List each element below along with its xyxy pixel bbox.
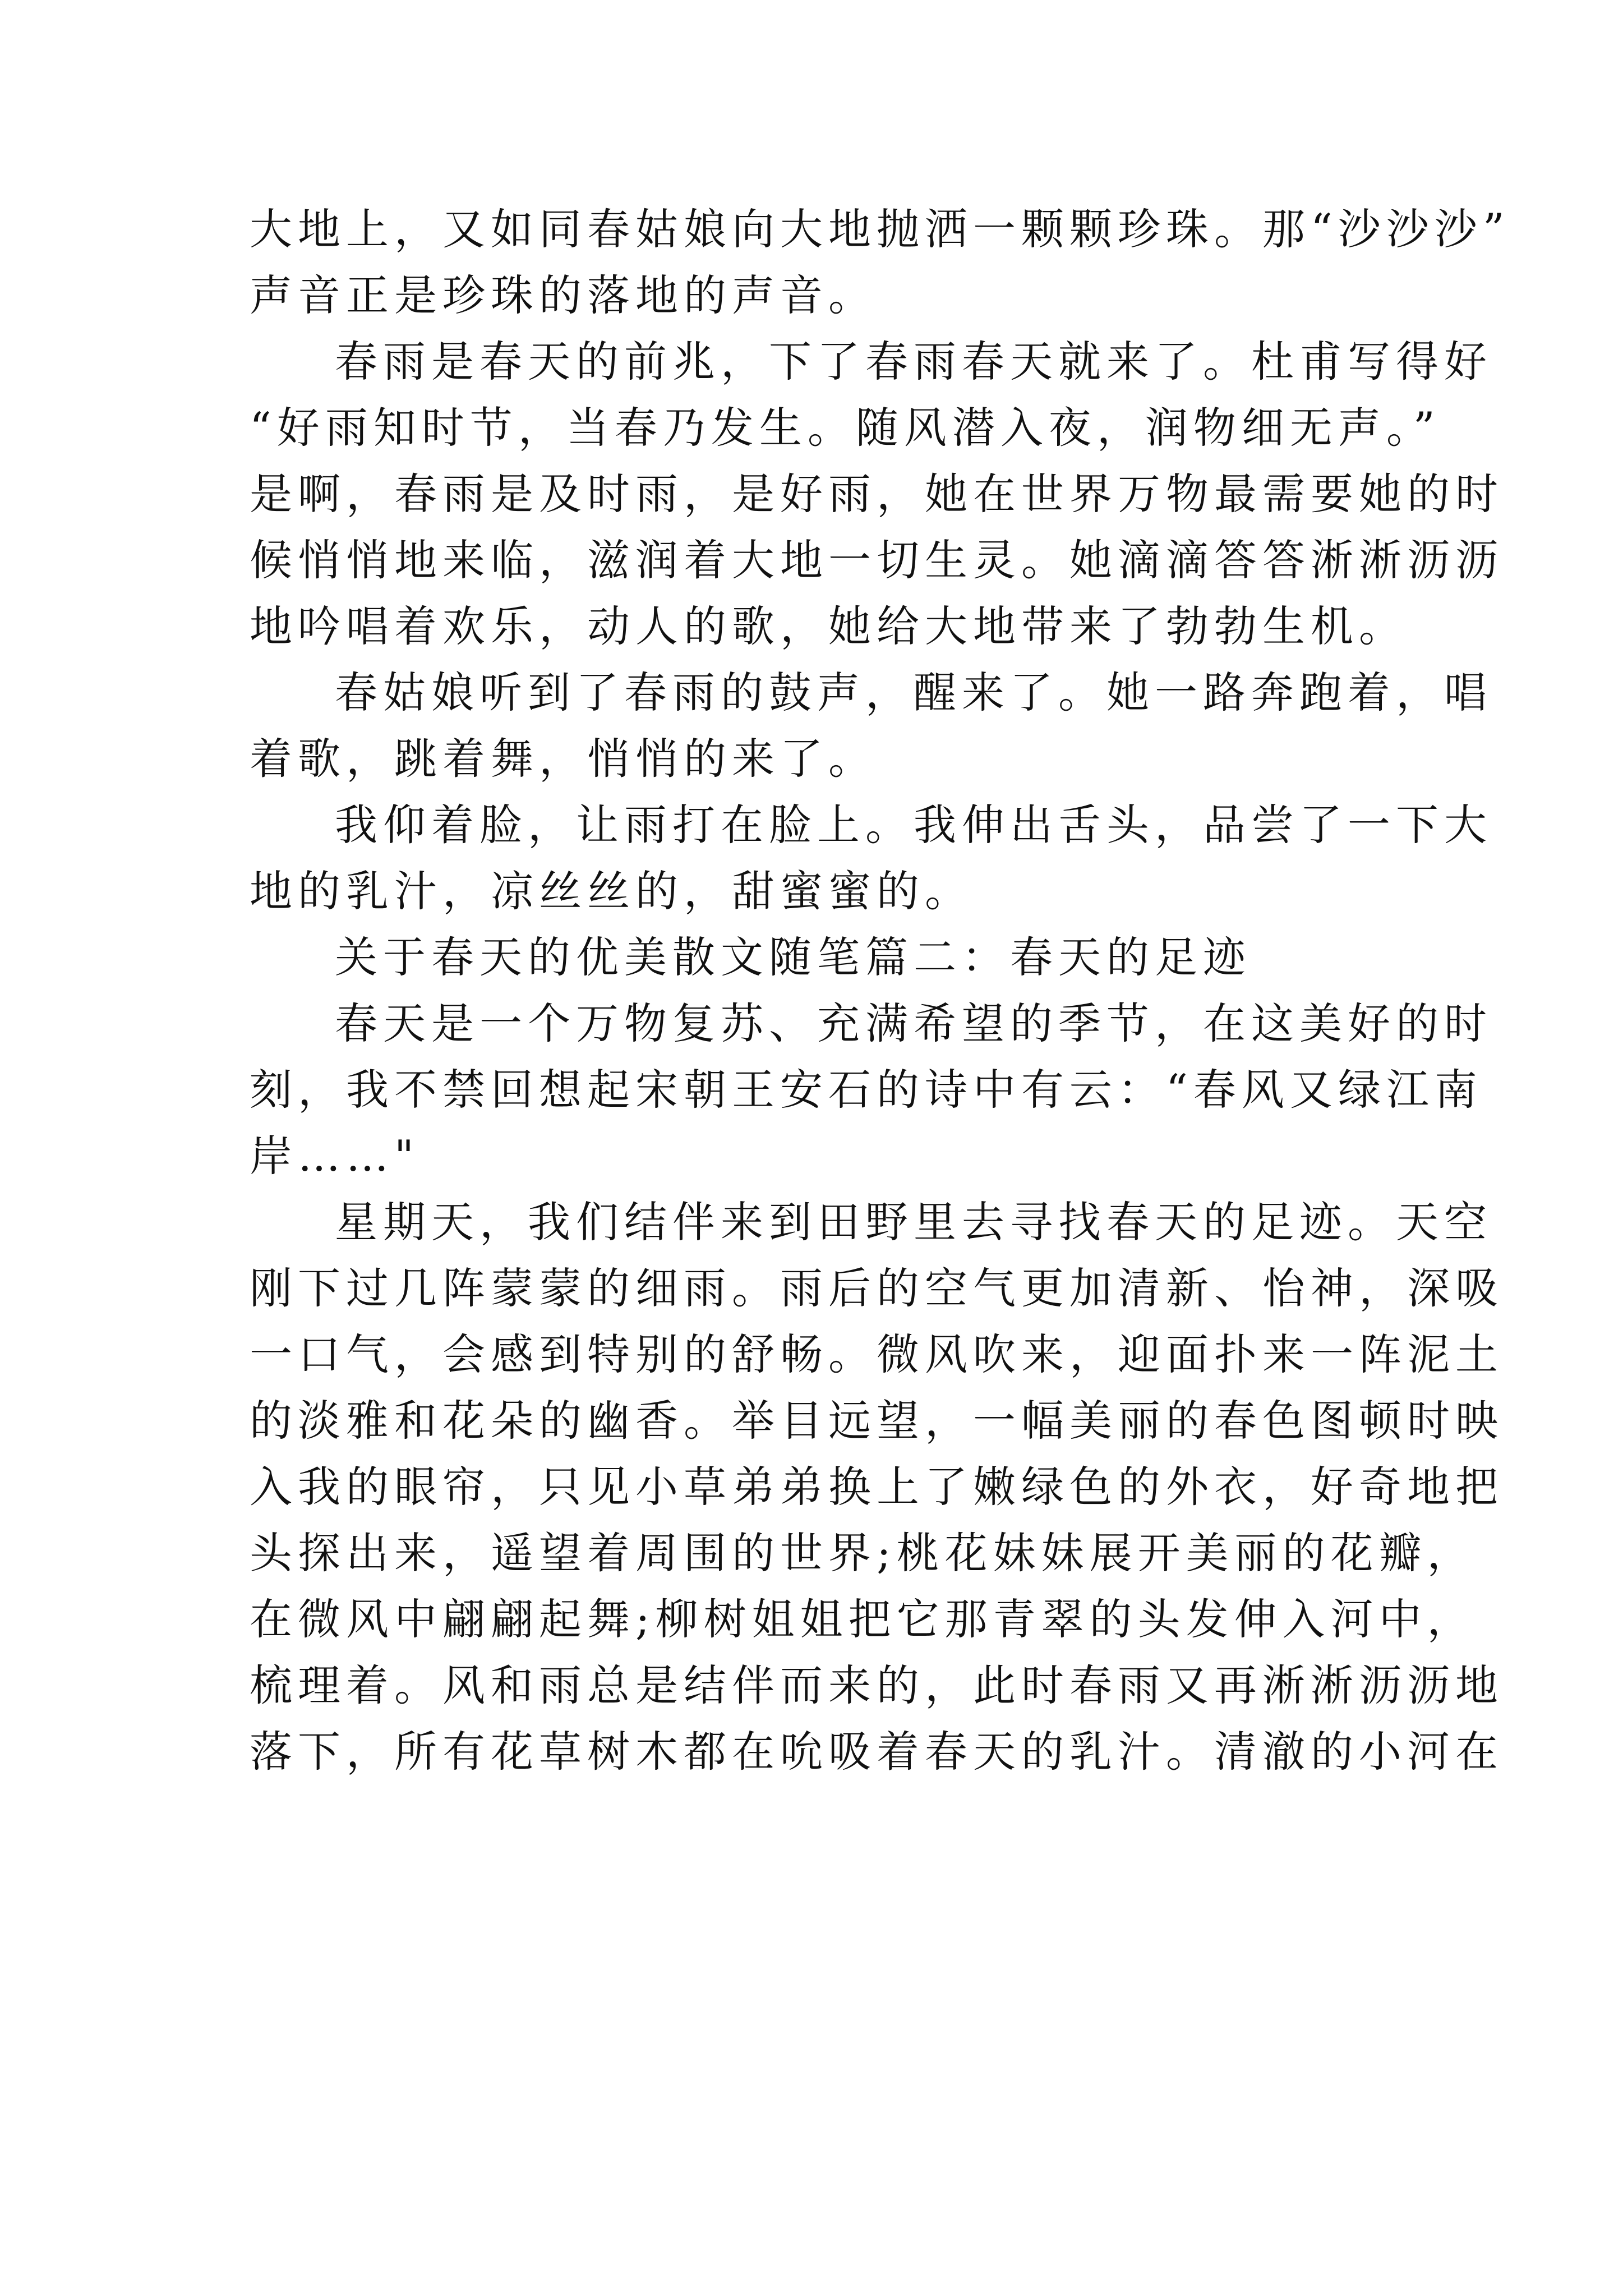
text-line: 刻，我不禁回想起宋朝王安石的诗中有云：“春风又绿江南 [250,1065,1483,1115]
text-line: 地吟唱着欢乐，动人的歌，她给大地带来了勃勃生机。 [250,601,1407,651]
text-line: 的淡雅和花朵的幽香。举目远望，一幅美丽的春色图顿时映 [250,1396,1504,1446]
text-line: 春姑娘听到了春雨的鼓声，醒来了。她一路奔跑着，唱 [335,668,1492,717]
text-line: 大地上，又如同春姑娘向大地抛洒一颗颗珍珠。那“沙沙沙” [250,204,1510,254]
text-line: 地的乳汁，凉丝丝的，甜蜜蜜的。 [250,866,973,916]
article-body [250,196,1510,1785]
text-line: 岸……" [250,1131,419,1181]
text-line: 春天是一个万物复苏、充满希望的季节，在这美好的时 [335,999,1492,1048]
text-line: 声音正是珍珠的落地的声音。 [250,270,877,320]
text-line: 落下，所有花草树木都在吮吸着春天的乳汁。清澈的小河在 [250,1727,1504,1777]
text-line: 一口气，会感到特别的舒畅。微风吹来，迎面扑来一阵泥土 [250,1329,1504,1379]
text-line: 在微风中翩翩起舞;柳树姐姐把它那青翠的头发伸入河中， [250,1594,1476,1644]
text-line: 刚下过几阵蒙蒙的细雨。雨后的空气更加清新、怡神，深吸 [250,1263,1504,1313]
text-line: 是啊，春雨是及时雨，是好雨，她在世界万物最需要她的时 [250,469,1504,519]
text-line: “好雨知时节，当春乃发生。随风潜入夜，润物细无声。” [250,403,1441,453]
text-line: 入我的眼帘，只见小草弟弟换上了嫩绿色的外衣，好奇地把 [250,1462,1504,1512]
text-line: 星期天，我们结伴来到田野里去寻找春天的足迹。天空 [335,1197,1492,1247]
text-line: 头探出来，遥望着周围的世界;桃花妹妹展开美丽的花瓣， [250,1528,1476,1578]
text-line: 春雨是春天的前兆，下了春雨春天就来了。杜甫写得好 [335,337,1492,386]
text-line: 梳理着。风和雨总是结伴而来的，此时春雨又再淅淅沥沥地 [250,1660,1504,1710]
text-line: 着歌，跳着舞，悄悄的来了。 [250,734,877,784]
text-line: 我仰着脸，让雨打在脸上。我伸出舌头，品尝了一下大 [335,800,1492,850]
section-title: 关于春天的优美散文随笔篇二：春天的足迹 [335,932,1251,982]
text-line: 候悄悄地来临，滋润着大地一切生灵。她滴滴答答淅淅沥沥 [250,535,1504,585]
